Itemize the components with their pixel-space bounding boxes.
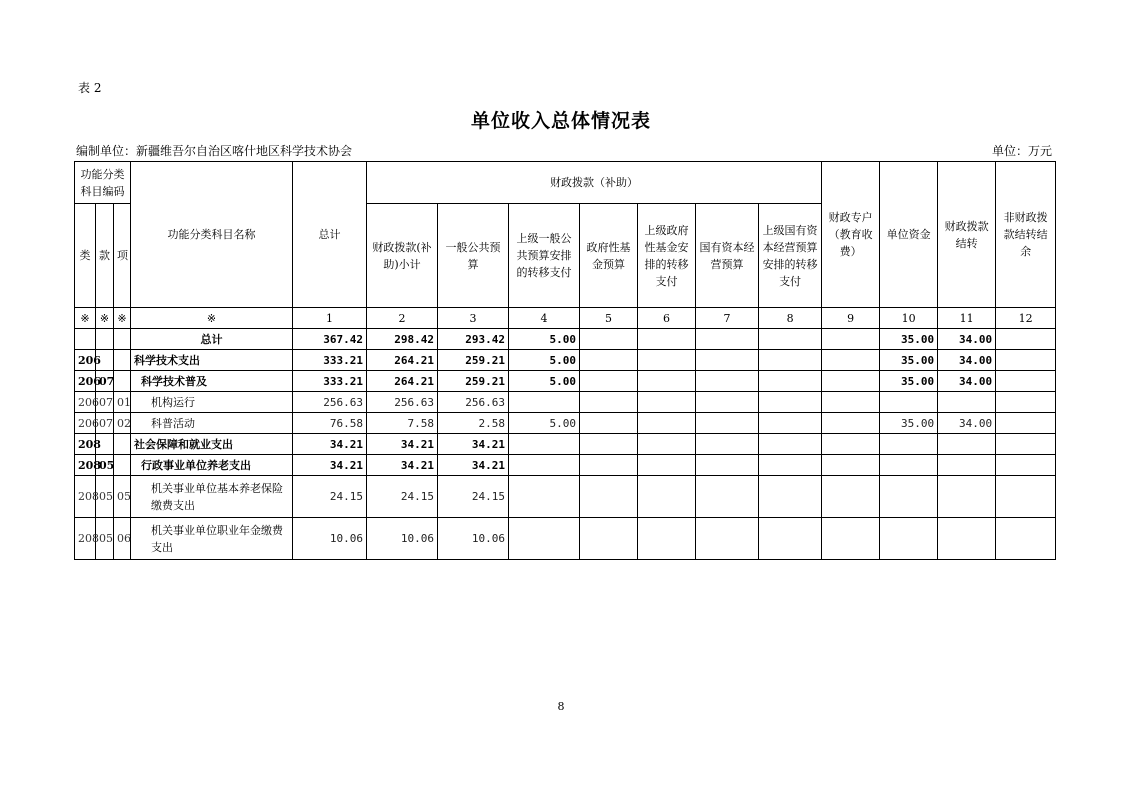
cell-amount xyxy=(996,329,1056,350)
cell-amount xyxy=(638,434,696,455)
cell-amount xyxy=(759,371,822,392)
cell-item-name: 科学技术支出 xyxy=(131,350,293,371)
cell-amount: 34.00 xyxy=(938,413,996,434)
cell-xiang xyxy=(114,371,131,392)
compiling-unit: 编制单位：新疆维吾尔自治区喀什地区科学技术协会 xyxy=(76,144,353,158)
table-row xyxy=(75,392,1056,413)
cell-lei: 208 xyxy=(75,476,96,518)
cell-amount xyxy=(638,350,696,371)
index-mark: ※ xyxy=(96,308,114,329)
cell-amount: 256.63 xyxy=(438,392,509,413)
cell-kuan: 07 xyxy=(96,371,114,392)
cell-xiang xyxy=(114,434,131,455)
header-upper-gov-fund: 上级政府性基金安排的转移支付 xyxy=(638,204,696,308)
cell-amount xyxy=(822,455,880,476)
cell-amount: 256.63 xyxy=(293,392,367,413)
currency-unit: 单位：万元 xyxy=(991,144,1052,158)
cell-lei: 208 xyxy=(75,518,96,560)
cell-amount xyxy=(696,518,759,560)
cell-amount xyxy=(638,329,696,350)
cell-amount xyxy=(696,476,759,518)
cell-kuan: 07 xyxy=(96,392,114,413)
header-fiscal-group: 财政拨款（补助） xyxy=(367,162,822,204)
cell-amount xyxy=(696,329,759,350)
column-index: 1 xyxy=(293,308,367,329)
cell-amount xyxy=(638,392,696,413)
cell-xiang: 05 xyxy=(114,476,131,518)
cell-amount xyxy=(822,413,880,434)
cell-amount xyxy=(996,518,1056,560)
cell-amount: 76.58 xyxy=(293,413,367,434)
table-row xyxy=(75,329,1056,350)
cell-amount xyxy=(880,476,938,518)
cell-amount xyxy=(696,392,759,413)
cell-amount: 264.21 xyxy=(367,371,438,392)
cell-amount xyxy=(759,329,822,350)
column-index: 7 xyxy=(696,308,759,329)
header-total: 总计 xyxy=(293,162,367,308)
cell-amount xyxy=(509,518,580,560)
cell-amount xyxy=(996,371,1056,392)
cell-amount: 24.15 xyxy=(367,476,438,518)
cell-amount: 34.21 xyxy=(293,434,367,455)
cell-item-name: 行政事业单位养老支出 xyxy=(131,455,293,476)
cell-amount xyxy=(880,518,938,560)
header-lei: 类 xyxy=(75,204,96,308)
header-unit-funds: 单位资金 xyxy=(880,162,938,308)
header-func-code: 功能分类科目编码 xyxy=(75,162,131,204)
cell-amount: 2.58 xyxy=(438,413,509,434)
header-subtotal: 财政拨款(补助)小计 xyxy=(367,204,438,308)
cell-kuan xyxy=(96,329,114,350)
cell-amount xyxy=(880,392,938,413)
table-row xyxy=(75,413,1056,434)
income-summary-table xyxy=(74,161,1056,560)
cell-lei: 208 xyxy=(75,434,96,455)
cell-amount: 35.00 xyxy=(880,350,938,371)
cell-amount: 293.42 xyxy=(438,329,509,350)
cell-amount xyxy=(822,392,880,413)
cell-amount xyxy=(938,434,996,455)
cell-amount: 333.21 xyxy=(293,371,367,392)
cell-amount xyxy=(938,518,996,560)
cell-amount xyxy=(822,350,880,371)
cell-amount xyxy=(580,518,638,560)
header-fiscal-carry: 财政拨款结转 xyxy=(938,162,996,308)
page-number: 8 xyxy=(557,700,565,713)
cell-amount xyxy=(822,476,880,518)
cell-amount xyxy=(696,434,759,455)
cell-amount xyxy=(996,434,1056,455)
page-title: 单位收入总体情况表 xyxy=(470,110,651,132)
cell-xiang: 02 xyxy=(114,413,131,434)
header-func-name: 功能分类科目名称 xyxy=(131,162,293,308)
cell-amount xyxy=(996,455,1056,476)
cell-item-name: 科普活动 xyxy=(131,413,293,434)
cell-amount xyxy=(822,371,880,392)
cell-amount: 34.21 xyxy=(367,434,438,455)
cell-amount xyxy=(938,392,996,413)
column-index: 4 xyxy=(509,308,580,329)
cell-amount xyxy=(638,476,696,518)
cell-lei: 206 xyxy=(75,371,96,392)
cell-amount: 34.21 xyxy=(438,434,509,455)
cell-amount xyxy=(509,476,580,518)
cell-amount: 34.00 xyxy=(938,329,996,350)
cell-item-name: 总计 xyxy=(131,329,293,350)
cell-xiang: 01 xyxy=(114,392,131,413)
cell-amount xyxy=(759,350,822,371)
cell-amount: 5.00 xyxy=(509,329,580,350)
column-index: 12 xyxy=(996,308,1056,329)
cell-item-name: 机构运行 xyxy=(131,392,293,413)
cell-item-name: 机关事业单位基本养老保险缴费支出 xyxy=(131,476,293,518)
header-kuan: 款 xyxy=(96,204,114,308)
cell-amount: 24.15 xyxy=(438,476,509,518)
cell-amount: 5.00 xyxy=(509,350,580,371)
cell-amount: 7.58 xyxy=(367,413,438,434)
table-row xyxy=(75,371,1056,392)
table-row xyxy=(75,350,1056,371)
cell-amount: 264.21 xyxy=(367,350,438,371)
cell-amount xyxy=(580,371,638,392)
cell-xiang xyxy=(114,350,131,371)
cell-amount: 34.21 xyxy=(438,455,509,476)
cell-lei: 206 xyxy=(75,350,96,371)
column-index: 2 xyxy=(367,308,438,329)
cell-amount: 256.63 xyxy=(367,392,438,413)
cell-amount xyxy=(696,350,759,371)
table-row xyxy=(75,476,1056,518)
column-index: 6 xyxy=(638,308,696,329)
cell-amount xyxy=(996,476,1056,518)
cell-amount: 367.42 xyxy=(293,329,367,350)
cell-amount xyxy=(938,455,996,476)
table-row xyxy=(75,434,1056,455)
cell-amount xyxy=(880,434,938,455)
cell-kuan: 05 xyxy=(96,455,114,476)
cell-amount xyxy=(580,476,638,518)
cell-amount: 10.06 xyxy=(367,518,438,560)
cell-amount: 24.15 xyxy=(293,476,367,518)
cell-amount: 5.00 xyxy=(509,413,580,434)
table-tag: 表 2 xyxy=(78,81,102,95)
table-row xyxy=(75,455,1056,476)
cell-xiang xyxy=(114,329,131,350)
cell-amount: 259.21 xyxy=(438,371,509,392)
cell-lei: 208 xyxy=(75,455,96,476)
cell-lei: 206 xyxy=(75,392,96,413)
cell-amount xyxy=(580,392,638,413)
index-mark: ※ xyxy=(75,308,96,329)
cell-amount: 298.42 xyxy=(367,329,438,350)
table-row xyxy=(75,518,1056,560)
cell-amount xyxy=(822,518,880,560)
cell-amount xyxy=(696,413,759,434)
cell-amount xyxy=(759,518,822,560)
header-gov-fund: 政府性基金预算 xyxy=(580,204,638,308)
cell-amount xyxy=(759,455,822,476)
cell-amount xyxy=(580,455,638,476)
header-upper-state-capital: 上级国有资本经营预算安排的转移支付 xyxy=(759,204,822,308)
cell-amount: 34.00 xyxy=(938,350,996,371)
cell-amount: 34.21 xyxy=(367,455,438,476)
cell-amount xyxy=(638,518,696,560)
cell-xiang xyxy=(114,455,131,476)
column-index: 5 xyxy=(580,308,638,329)
cell-amount xyxy=(696,371,759,392)
cell-amount: 35.00 xyxy=(880,329,938,350)
table-body xyxy=(75,329,1056,560)
column-index: 11 xyxy=(938,308,996,329)
cell-amount xyxy=(938,476,996,518)
cell-amount xyxy=(759,392,822,413)
cell-amount xyxy=(580,329,638,350)
cell-amount: 35.00 xyxy=(880,413,938,434)
cell-lei xyxy=(75,329,96,350)
cell-kuan: 07 xyxy=(96,413,114,434)
column-index: 8 xyxy=(759,308,822,329)
cell-amount xyxy=(638,455,696,476)
cell-amount xyxy=(580,413,638,434)
header-xiang: 项 xyxy=(114,204,131,308)
cell-kuan: 05 xyxy=(96,476,114,518)
cell-item-name: 科学技术普及 xyxy=(131,371,293,392)
cell-amount xyxy=(580,434,638,455)
cell-amount xyxy=(822,329,880,350)
cell-xiang: 06 xyxy=(114,518,131,560)
cell-amount: 5.00 xyxy=(509,371,580,392)
cell-amount xyxy=(996,350,1056,371)
cell-amount xyxy=(580,350,638,371)
column-index: 10 xyxy=(880,308,938,329)
header-state-capital: 国有资本经营预算 xyxy=(696,204,759,308)
header-nonfiscal-carry: 非财政拨款结转结余 xyxy=(996,162,1056,308)
cell-amount xyxy=(509,455,580,476)
cell-amount xyxy=(638,413,696,434)
cell-amount xyxy=(996,392,1056,413)
index-mark: ※ xyxy=(131,308,293,329)
cell-amount: 35.00 xyxy=(880,371,938,392)
cell-amount xyxy=(759,476,822,518)
cell-amount: 333.21 xyxy=(293,350,367,371)
column-index: 3 xyxy=(438,308,509,329)
header-general-budget: 一般公共预算 xyxy=(438,204,509,308)
cell-amount xyxy=(509,434,580,455)
cell-amount xyxy=(638,371,696,392)
column-index: 9 xyxy=(822,308,880,329)
cell-lei: 206 xyxy=(75,413,96,434)
cell-amount xyxy=(759,413,822,434)
index-mark: ※ xyxy=(114,308,131,329)
cell-amount xyxy=(509,392,580,413)
cell-amount xyxy=(759,434,822,455)
cell-amount xyxy=(996,413,1056,434)
header-special-account: 财政专户（教育收费） xyxy=(822,162,880,308)
cell-amount: 34.00 xyxy=(938,371,996,392)
cell-amount: 10.06 xyxy=(438,518,509,560)
cell-kuan: 05 xyxy=(96,518,114,560)
cell-item-name: 机关事业单位职业年金缴费支出 xyxy=(131,518,293,560)
cell-amount: 34.21 xyxy=(293,455,367,476)
header-upper-general: 上级一般公共预算安排的转移支付 xyxy=(509,204,580,308)
cell-amount xyxy=(696,455,759,476)
cell-amount: 10.06 xyxy=(293,518,367,560)
cell-item-name: 社会保障和就业支出 xyxy=(131,434,293,455)
cell-amount xyxy=(880,455,938,476)
cell-amount xyxy=(822,434,880,455)
cell-amount: 259.21 xyxy=(438,350,509,371)
